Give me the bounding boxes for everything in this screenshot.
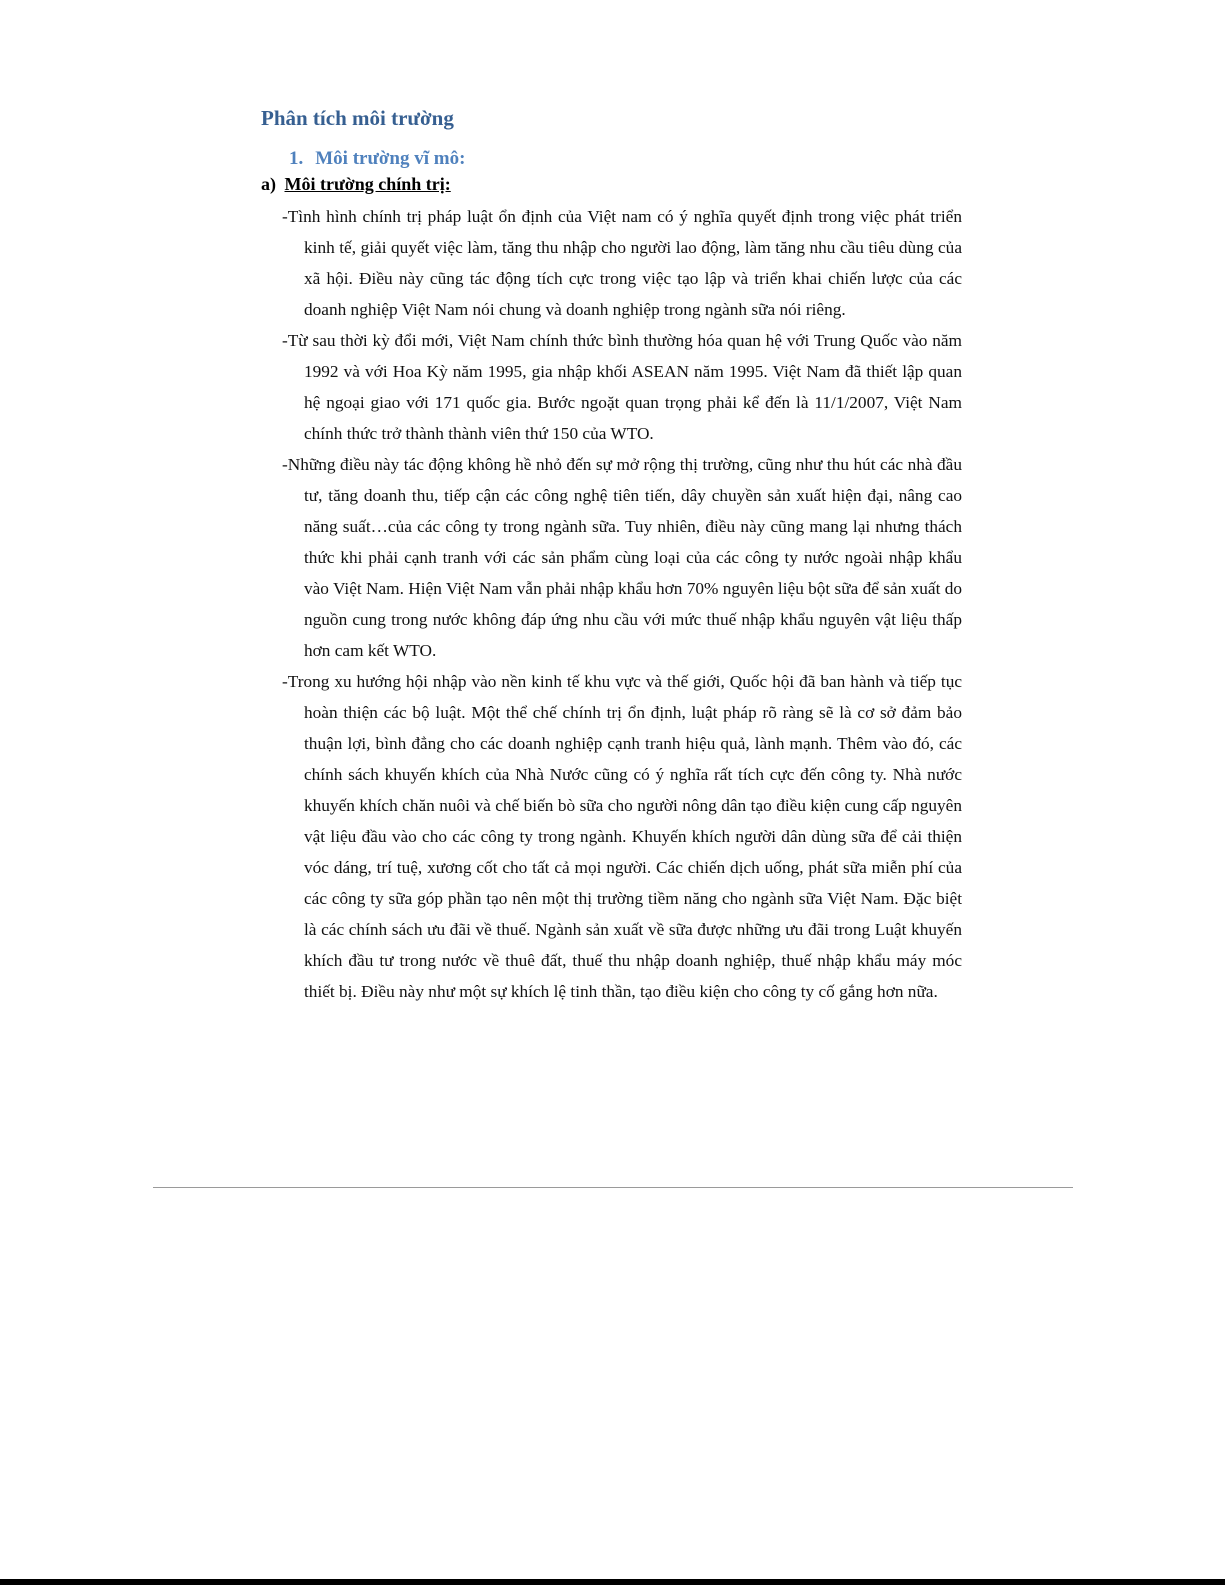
body-text bbox=[282, 201, 962, 1007]
paragraph-2: -Từ sau thời kỳ đổi mới, Việt Nam chính thức bình thường hóa quan hệ với Trung Quốc vào năm 1992 và với Hoa Kỳ năm 1995, gia nhập khối ASEAN năm 1995. Việt Nam đã thiết lập quan hệ ngoại giao với 171 quốc gia. Bước ngoặt quan trọng phải kể đến là 11/1/2007, Việt Nam chính thức trở thành thành viên thứ 150 của WTO. bbox=[282, 331, 962, 443]
paragraph-1: -Tình hình chính trị pháp luật ổn định của Việt nam có ý nghĩa quyết định trong việc phát triển kinh tế, giải quyết việc làm, tăng thu nhập cho người lao động, làm tăng nhu cầu tiêu dùng của xã hội. Điều này cũng tác động tích cực trong việc tạo lập và triển khai chiến lược của các doanh nghiệp Việt Nam nói chung và doanh nghiệp trong ngành sữa nói riêng. bbox=[282, 207, 962, 319]
subsection-heading bbox=[261, 174, 451, 195]
section-title: Môi trường vĩ mô: bbox=[315, 148, 466, 169]
section-number: 1. bbox=[289, 148, 304, 169]
paragraph-3: -Những điều này tác động không hề nhỏ đến sự mở rộng thị trường, cũng như thu hút các nhà đầu tư, tăng doanh thu, tiếp cận các công nghệ tiên tiến, dây chuyền sản xuất hiện đại, nâng cao năng suất…của các công ty trong ngành sữa. Tuy nhiên, điều này cũng mang lại nhưng thách thức khi phải cạnh tranh với các sản phẩm cùng loại của các công ty nước ngoài nhập khẩu vào Việt Nam. Hiện Việt Nam vẫn phải nhập khẩu hơn 70% nguyên liệu bột sữa để sản xuất do nguồn cung trong nước không đáp ứng nhu cầu với mức thuế nhập khẩu nguyên vật liệu thấp hơn cam kết WTO. bbox=[282, 455, 962, 660]
section-heading bbox=[289, 148, 465, 170]
paragraph-4: -Trong xu hướng hội nhập vào nền kinh tế khu vực và thế giới, Quốc hội đã ban hành và tiếp tục hoàn thiện các bộ luật. Một thể chế chính trị ổn định, luật pháp rõ ràng sẽ là cơ sở đảm bảo thuận lợi, bình đẳng cho các doanh nghiệp cạnh tranh hiệu quả, lành mạnh. Thêm vào đó, các chính sách khuyến khích của Nhà Nước cũng có ý nghĩa rất tích cực đến công ty. Nhà nước khuyến khích chăn nuôi và chế biến bò sữa cho người nông dân tạo điều kiện cung cấp nguyên vật liệu đầu vào cho các công ty trong ngành. Khuyến khích người dân dùng sữa để cải thiện vóc dáng, trí tuệ, xương cốt cho tất cả mọi người. Các chiến dịch uống, phát sữa miễn phí của các công ty sữa góp phần tạo nên một thị trường tiềm năng cho ngành sữa Việt Nam. Đặc biệt là các chính sách ưu đãi về thuế. Ngành sản xuất về sữa được những ưu đãi trong Luật khuyến khích đầu tư trong nước về thuê đất, thuế thu nhập doanh nghiệp, thuế nhập khẩu máy móc thiết bị. Điều này như một sự khích lệ tinh thần, tạo điều kiện cho công ty cố gắng hơn nữa. bbox=[282, 672, 962, 1001]
subsection-marker: a) bbox=[261, 174, 276, 194]
subsection-title: Môi trường chính trị: bbox=[284, 174, 451, 194]
document-title: Phân tích môi trường bbox=[261, 106, 454, 130]
page-bottom-edge bbox=[0, 1579, 1225, 1585]
page-divider bbox=[153, 1187, 1073, 1188]
